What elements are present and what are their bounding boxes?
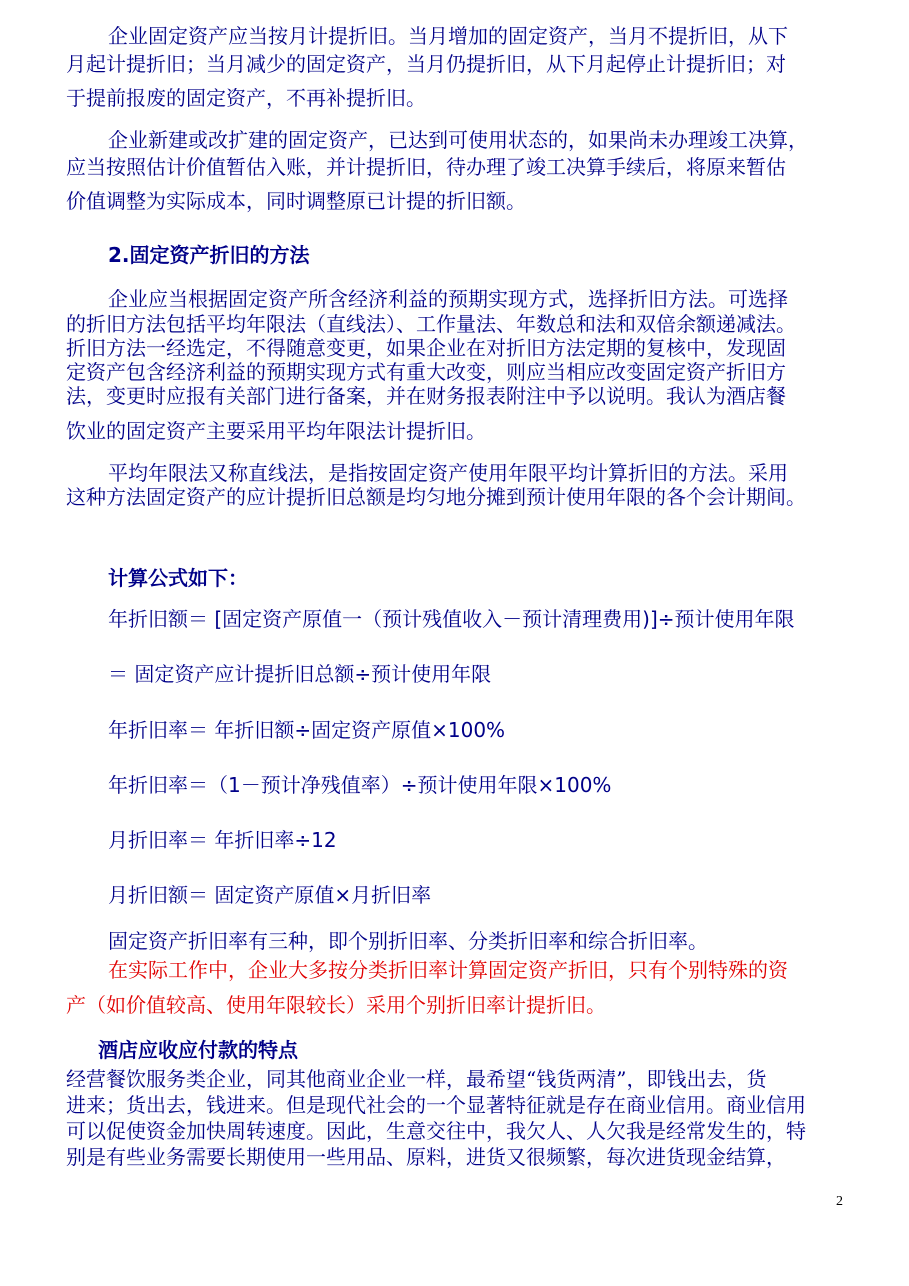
paragraph-text: 固定资产折旧率有三种，即个别折旧率、分类折旧率和综合折旧率。 xyxy=(108,929,708,953)
formula-line: 年折旧率＝ 年折旧额÷固定资产原值×100% xyxy=(108,718,506,742)
section-heading: 酒店应收应付款的特点 xyxy=(98,1038,298,1062)
paragraph-text: 经营餐饮服务类企业，同其他商业企业一样，最希望“钱货两清”，即钱出去，货 xyxy=(66,1067,767,1091)
formula-line: 年折旧额＝ [固定资产原值一（预计残值收入－预计清理费用)]÷预计使用年限 xyxy=(108,607,795,631)
paragraph-text: 月起计提折旧；当月减少的固定资产，当月仍提折旧，从下月起停止计提折旧；对 xyxy=(66,52,786,76)
paragraph-text: 这种方法固定资产的应计提折旧总额是均匀地分摊到预计使用年限的各个会计期间。 xyxy=(66,485,806,509)
formula-heading: 计算公式如下： xyxy=(108,566,248,590)
highlighted-paragraph-text: 在实际工作中，企业大多按分类折旧率计算固定资产折旧，只有个别特殊的资 xyxy=(108,958,788,982)
paragraph-text: 饮业的固定资产主要采用平均年限法计提折旧。 xyxy=(66,419,486,443)
formula-line: ＝ 固定资产应计提折旧总额÷预计使用年限 xyxy=(108,662,492,686)
formula-line: 月折旧额＝ 固定资产原值×月折旧率 xyxy=(108,883,432,907)
page-number: 2 xyxy=(836,1194,843,1209)
paragraph-text: 可以促使资金加快周转速度。因此，生意交往中，我欠人、人欠我是经常发生的，特 xyxy=(66,1119,806,1143)
paragraph-text: 企业固定资产应当按月计提折旧。当月增加的固定资产，当月不提折旧，从下 xyxy=(108,24,788,48)
paragraph-text: 的折旧方法包括平均年限法（直线法）、工作量法、年数总和法和双倍余额递减法。 xyxy=(66,312,796,336)
paragraph-text: 企业应当根据固定资产所含经济利益的预期实现方式，选择折旧方法。可选择 xyxy=(108,287,788,311)
formula-line: 月折旧率＝ 年折旧率÷12 xyxy=(108,828,337,852)
paragraph-text: 定资产包含经济利益的预期实现方式有重大改变，则应当相应改变固定资产折旧方 xyxy=(66,360,786,384)
section-heading: 2.固定资产折旧的方法 xyxy=(108,243,310,267)
paragraph-text: 价值调整为实际成本，同时调整原已计提的折旧额。 xyxy=(66,189,526,213)
paragraph-text: 应当按照估计价值暂估入账，并计提折旧，待办理了竣工决算手续后，将原来暂估 xyxy=(66,155,786,179)
paragraph-text: 企业新建或改扩建的固定资产，已达到可使用状态的，如果尚未办理竣工决算， xyxy=(108,128,808,152)
paragraph-text: 进来；货出去，钱进来。但是现代社会的一个显著特征就是存在商业信用。商业信用 xyxy=(66,1093,806,1117)
paragraph-text: 折旧方法一经选定，不得随意变更，如果企业在对折旧方法定期的复核中，发现固 xyxy=(66,336,786,360)
paragraph-text: 于提前报废的固定资产，不再补提折旧。 xyxy=(66,86,426,110)
formula-line: 年折旧率＝（1－预计净残值率）÷预计使用年限×100% xyxy=(108,773,612,797)
paragraph-text: 平均年限法又称直线法，是指按固定资产使用年限平均计算折旧的方法。采用 xyxy=(108,461,788,485)
paragraph-text: 别是有些业务需要长期使用一些用品、原料，进货又很频繁，每次进货现金结算， xyxy=(66,1145,786,1169)
highlighted-paragraph-text: 产（如价值较高、使用年限较长）采用个别折旧率计提折旧。 xyxy=(66,993,606,1017)
paragraph-text: 法，变更时应报有关部门进行备案，并在财务报表附注中予以说明。我认为酒店餐 xyxy=(66,384,786,408)
